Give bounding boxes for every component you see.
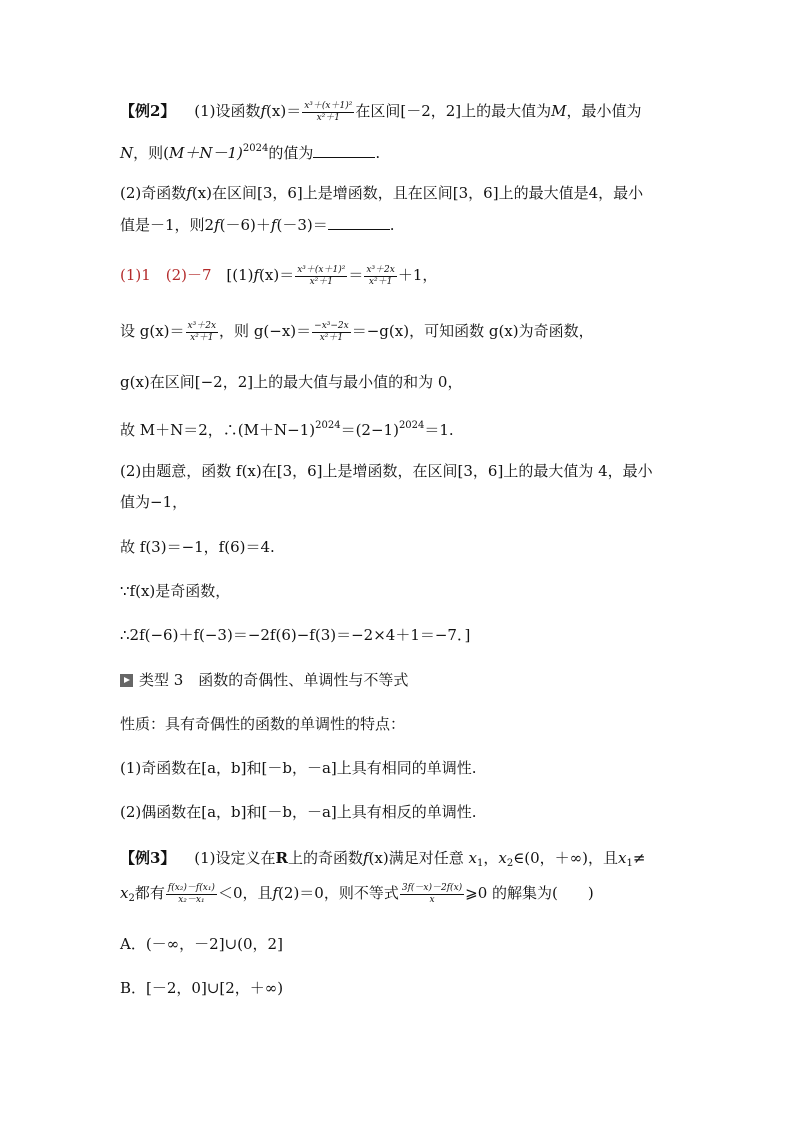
property-line: 性质：具有奇偶性的函数的单调性的特点： bbox=[120, 715, 406, 733]
solution-line7: 故 f(3)＝−1，f(6)＝4. bbox=[120, 538, 275, 556]
example3-line1: 【例3】 (1)设定义在R上的奇函数f(x)满足对任意 $x_1$，$x_2\in(0$，＋∞)，且$x_1\ne$ bbox=[120, 849, 646, 869]
solution-line5: (2)由题意，函数 f(x)在[3，6]上是增函数，在区间[3，6]上的最大值为 4，最小 bbox=[120, 462, 653, 480]
fraction: $\frac{\text{x³＋(x＋1)²}}{\text{x²＋1}}$ bbox=[304, 100, 353, 123]
example2-line4: 值是－1，则2f(－6)＋f(－3)＝ . bbox=[120, 216, 395, 234]
answer-blank bbox=[313, 143, 375, 158]
fraction: $\frac{\text{x³＋2x}}{\text{x²＋1}}$ bbox=[187, 320, 217, 343]
solution-line8: ∵f(x)是奇函数， bbox=[120, 582, 231, 600]
play-triangle-icon bbox=[120, 674, 133, 687]
solution-line1: (1)1 (2)－7 [(1)f(x)＝ $\frac{\text{x³＋(x＋1)²}}{\text{x²＋1}}$ ＝ $\frac{\text{x³＋2x}}{\text{x²＋1}}$ ＋1， bbox=[120, 264, 438, 287]
fraction: $\frac{\text{x³＋(x＋1)²}}{\text{x²＋1}}$ bbox=[297, 264, 346, 287]
solution-line6: 值为−1， bbox=[120, 493, 188, 511]
answer-blank bbox=[328, 215, 390, 230]
fraction: $\frac{3f(-x)-2f(x)}{x}$ bbox=[401, 882, 463, 905]
example3-line2: $x_2$都有 $\frac{\text{f(x₂)－f(x₁)}}{\text{x₂－x₁}}$ ＜0，且f(2)＝0，则不等式 $\frac{3f(-x)-2f(x)}{x}$ ⩾0 的解集为( ) bbox=[120, 882, 594, 905]
solution-line9: ∴2f(−6)＋f(−3)＝−2f(6)−f(3)＝−2×4＋1＝−7．] bbox=[120, 626, 471, 644]
solution-line4: 故 M＋N＝2，$\therefore(M+N-1)^{2024}=(2-1)^{2024}=1$. bbox=[120, 420, 454, 439]
fraction: $\frac{\text{x³＋2x}}{\text{x²＋1}}$ bbox=[366, 264, 395, 287]
option-a: A．(－∞，－2]∪(0，2] bbox=[120, 935, 283, 953]
fraction: $\frac{\text{−x³−2x}}{\text{x²＋1}}$ bbox=[314, 320, 349, 343]
property-line1: (1)奇函数在[a，b]和[－b，－a]上具有相同的单调性. bbox=[120, 759, 477, 777]
example3-label: 【例3】 bbox=[120, 849, 176, 867]
example2-line1: 【例2】 (1)设函数f(x)＝ $\frac{\text{x³＋(x＋1)²}}{\text{x²＋1}}$ 在区间[－2，2]上的最大值为M，最小值为 bbox=[120, 100, 642, 123]
example2-line2: N，则$(M+N-1)^{2024}$的值为 . bbox=[120, 143, 381, 162]
property-line2: (2)偶函数在[a，b]和[－b，－a]上具有相反的单调性. bbox=[120, 803, 477, 821]
example2-line3: (2)奇函数f(x)在区间[3，6]上是增函数，且在区间[3，6]上的最大值是4，最小 bbox=[120, 184, 644, 202]
type3-heading: 类型 3 函数的奇偶性、单调性与不等式 bbox=[120, 669, 408, 691]
option-b: B．[－2，0]∪[2，＋∞) bbox=[120, 979, 284, 997]
answer-text: (1)1 (2)－7 bbox=[120, 266, 212, 284]
example2-label: 【例2】 bbox=[120, 102, 176, 120]
solution-line3: g(x)在区间[−2，2]上的最大值与最小值的和为 0， bbox=[120, 373, 463, 391]
fraction: $\frac{\text{f(x₂)－f(x₁)}}{\text{x₂－x₁}}$ bbox=[167, 882, 215, 905]
solution-line2: 设 g(x)＝ $\frac{\text{x³＋2x}}{\text{x²＋1}}$ ，则 g(−x)＝ $\frac{\text{−x³−2x}}{\text{x²＋1}}$ ＝−g(x)，可知函数 g(x)为奇函数， bbox=[120, 320, 594, 343]
